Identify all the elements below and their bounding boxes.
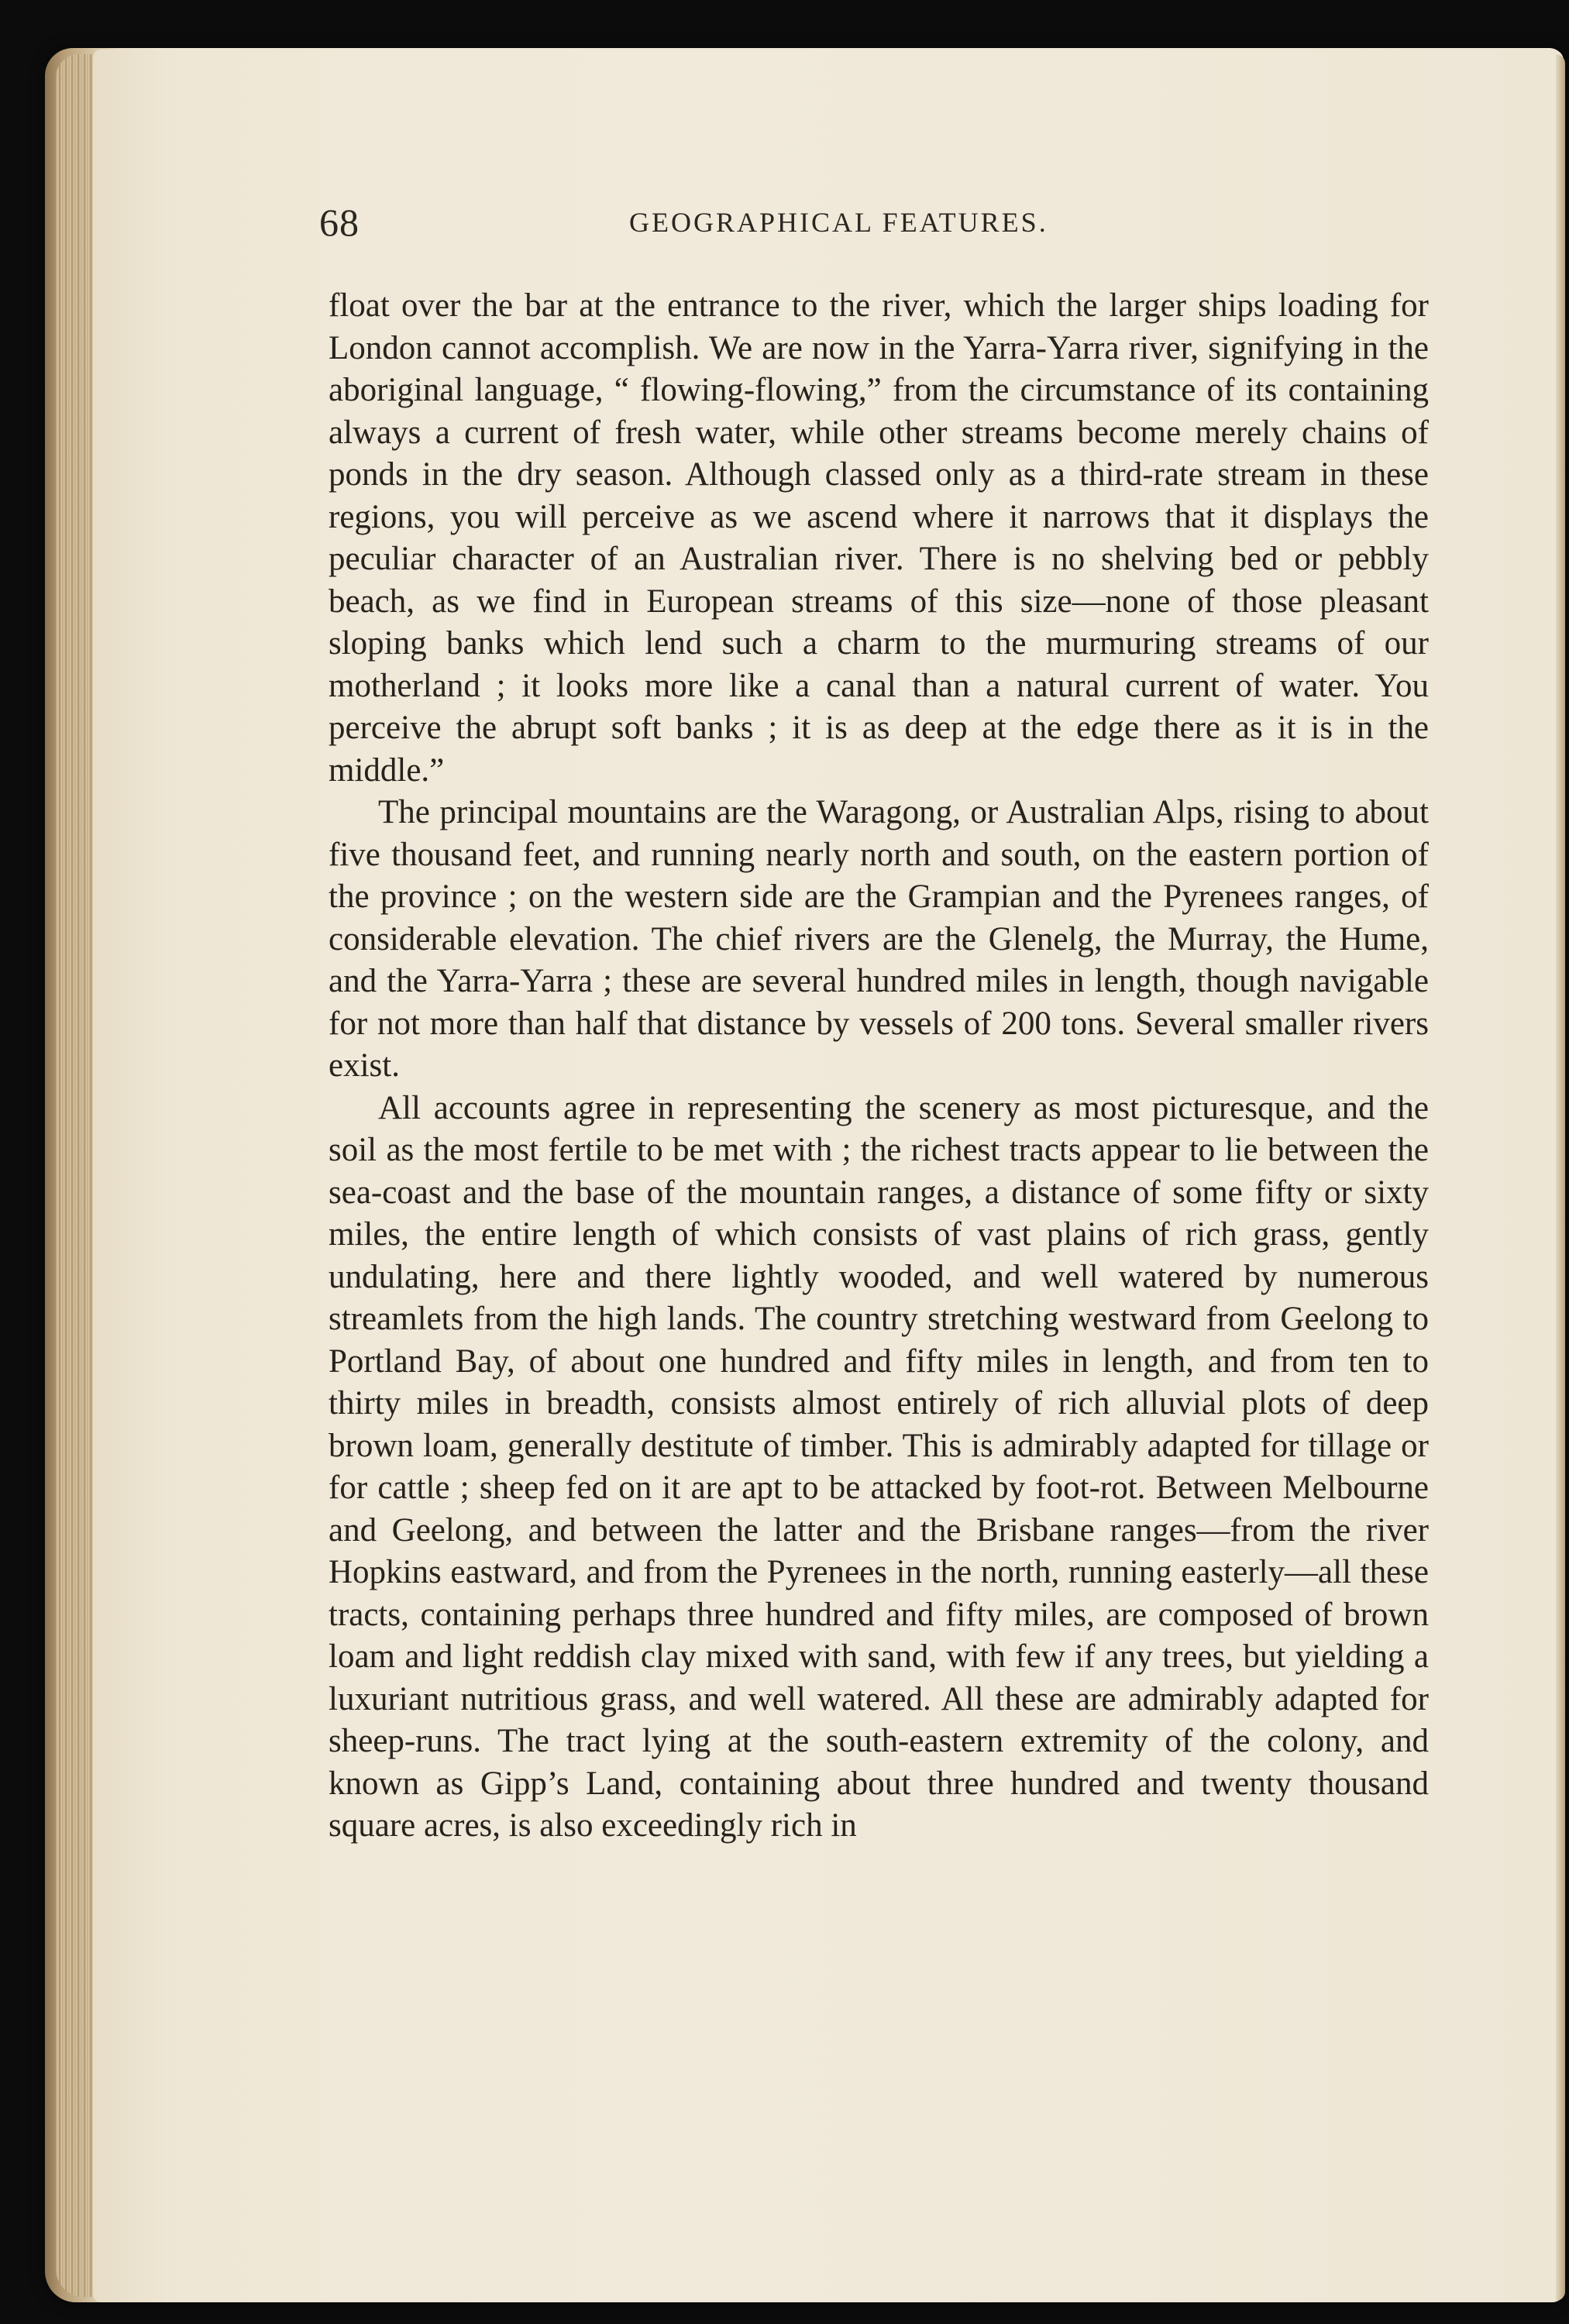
paragraph-mountains-rivers: The principal mountains are the Waragong, or Australian Alps, rising to about five thousand feet, and running nearly north and south, on the eastern portion of the province ; on the western side are the Grampian and the Pyrenees ranges, of considerable elevation. The chief rivers are the Glenelg, the Murray, the Hume, and the Yarra-Yarra ; these are several hundred miles in length, though navigable for not more than half that distance by vessels of 200 tons. Several smaller rivers exist. [329,794,1429,1084]
running-head: GEOGRAPHICAL FEATURES. [629,207,1048,238]
page-number: 68 [319,201,360,244]
body-text [329,285,1429,1848]
page-header [319,200,1435,246]
paragraph-continued: float over the bar at the entrance to the river, which the larger ships loading for London cannot accomplish. We are now in the Yarra-Yarra river, signifying in the aboriginal language, “ flowing-flowing,” from the circumstance of its containing always a current of fresh water, while other streams become merely chains of ponds in the dry season. Although classed only as a third-rate stream in these regions, you will perceive as we ascend where it narrows that it displays the peculiar character of an Australian river. There is no shelving bed or pebbly beach, as we find in European streams of this size—none of those pleasant sloping banks which lend such a charm to the murmuring streams of our motherland ; it looks more like a canal than a natural current of water. You perceive the abrupt soft banks ; it is as deep at the edge there as it is in the middle.” [329,287,1429,789]
paragraph-scenery-soil: All accounts agree in representing the scenery as most picturesque, and the soil as the most fertile to be met with ; the richest tracts appear to lie between the sea-coast and the base of the mountain ranges, a distance of some fifty or sixty miles, the entire length of which consists of vast plains of rich grass, gently undulating, here and there lightly wooded, and well watered by numerous streamlets from the high lands. The country stretching westward from Geelong to Portland Bay, of about one hundred and fifty miles in length, and from ten to thirty miles in breadth, consists almost entirely of rich alluvial plots of deep brown loam, generally destitute of timber. This is admirably adapted for tillage or for cattle ; sheep fed on it are apt to be attacked by foot-rot. Between Melbourne and Geelong, and between the latter and the Brisbane ranges—from the river Hopkins eastward, and from the Pyrenees in the north, running easterly—all these tracts, containing perhaps three hundred and fifty miles, are composed of brown loam and light reddish clay mixed with sand, with few if any trees, but yielding a luxuriant nutritious grass, and well watered. All these are admirably adapted for sheep-runs. The tract lying at the south-eastern extremity of the colony, and known as Gipp’s Land, containing about three hundred and twenty thousand square acres, is also exceedingly rich in [329,1089,1429,1844]
page-edge-right [1556,54,1565,2301]
